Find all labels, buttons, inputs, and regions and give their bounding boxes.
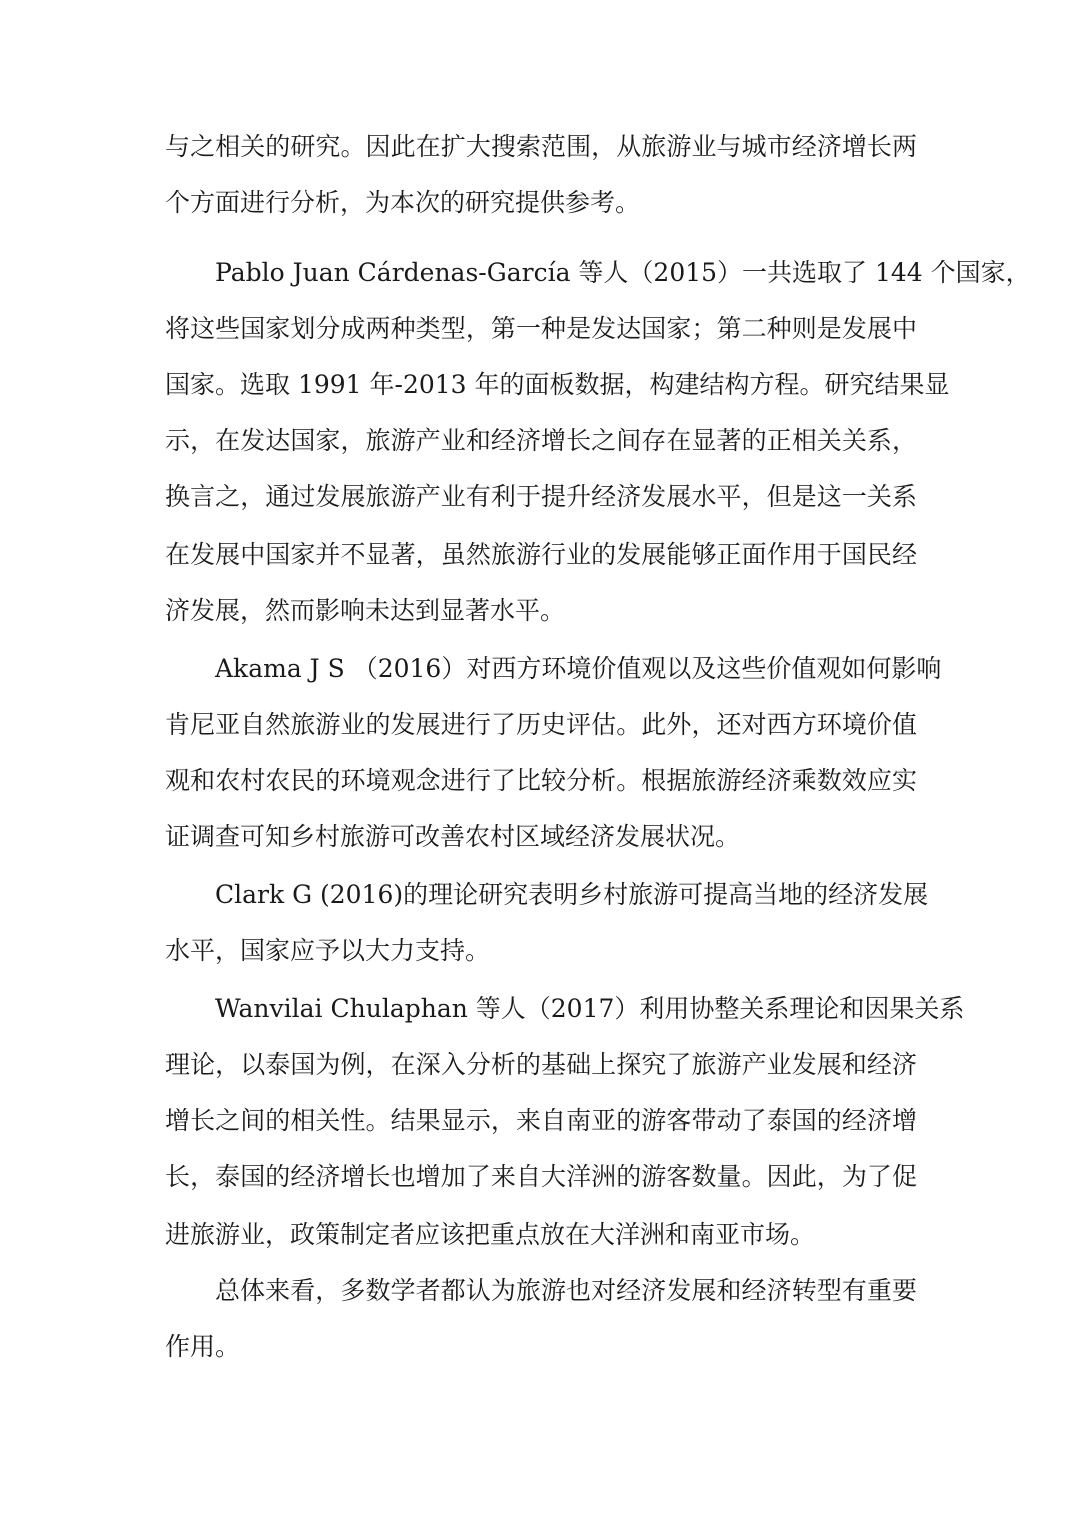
paragraph-5-line-1: Wanvilai Chulaphan 等人（2017）利用协整关系理论和因果关系 — [215, 994, 965, 1023]
paragraph-2-line-2: 将这些国家划分成两种类型，第一种是发达国家；第二种则是发展中 — [165, 314, 917, 343]
paragraph-3-line-3: 观和农村农民的环境观念进行了比较分析。根据旅游经济乘数效应实 — [165, 766, 917, 795]
paragraph-3-line-4: 证调查可知乡村旅游可改善农村区域经济发展状况。 — [165, 822, 741, 851]
paragraph-6-line-1: 总体来看，多数学者都认为旅游也对经济发展和经济转型有重要 — [215, 1276, 917, 1305]
paragraph-2-line-7: 济发展，然而影响未达到显著水平。 — [165, 596, 566, 625]
paragraph-2-line-6: 在发展中国家并不显著，虽然旅游行业的发展能够正面作用于国民经 — [165, 540, 917, 569]
paragraph-1-line-1: 与之相关的研究。因此在扩大搜索范围，从旅游业与城市经济增长两 — [165, 132, 917, 161]
paragraph-3-line-2: 肯尼亚自然旅游业的发展进行了历史评估。此外，还对西方环境价值 — [165, 710, 917, 739]
paragraph-4-line-2: 水平，国家应予以大力支持。 — [165, 936, 491, 965]
paragraph-1-line-2: 个方面进行分析，为本次的研究提供参考。 — [165, 188, 641, 217]
paragraph-4-line-1: Clark G (2016)的理论研究表明乡村旅游可提高当地的经济发展 — [215, 880, 929, 909]
paragraph-5-line-2: 理论，以泰国为例，在深入分析的基础上探究了旅游产业发展和经济 — [165, 1050, 917, 1079]
paragraph-5-line-3: 增长之间的相关性。结果显示，来自南亚的游客带动了泰国的经济增 — [165, 1106, 917, 1135]
paragraph-3-line-1: Akama J S （2016）对西方环境价值观以及这些价值观如何影响 — [215, 654, 942, 683]
paragraph-2-line-5: 换言之，通过发展旅游产业有利于提升经济发展水平，但是这一关系 — [165, 482, 917, 511]
paragraph-6-line-2: 作用。 — [165, 1332, 241, 1361]
paragraph-5-line-4: 长，泰国的经济增长也增加了来自大洋洲的游客数量。因此，为了促 — [165, 1162, 917, 1191]
paragraph-2-line-3: 国家。选取 1991 年-2013 年的面板数据，构建结构方程。研究结果显 — [165, 370, 950, 399]
paragraph-2-line-1: Pablo Juan Cárdenas-García 等人（2015）一共选取了 144 个国家， — [215, 258, 1031, 287]
paragraph-5-line-5: 进旅游业，政策制定者应该把重点放在大洋洲和南亚市场。 — [165, 1220, 816, 1249]
paragraph-2-line-4: 示，在发达国家，旅游产业和经济增长之间存在显著的正相关关系， — [165, 426, 917, 455]
